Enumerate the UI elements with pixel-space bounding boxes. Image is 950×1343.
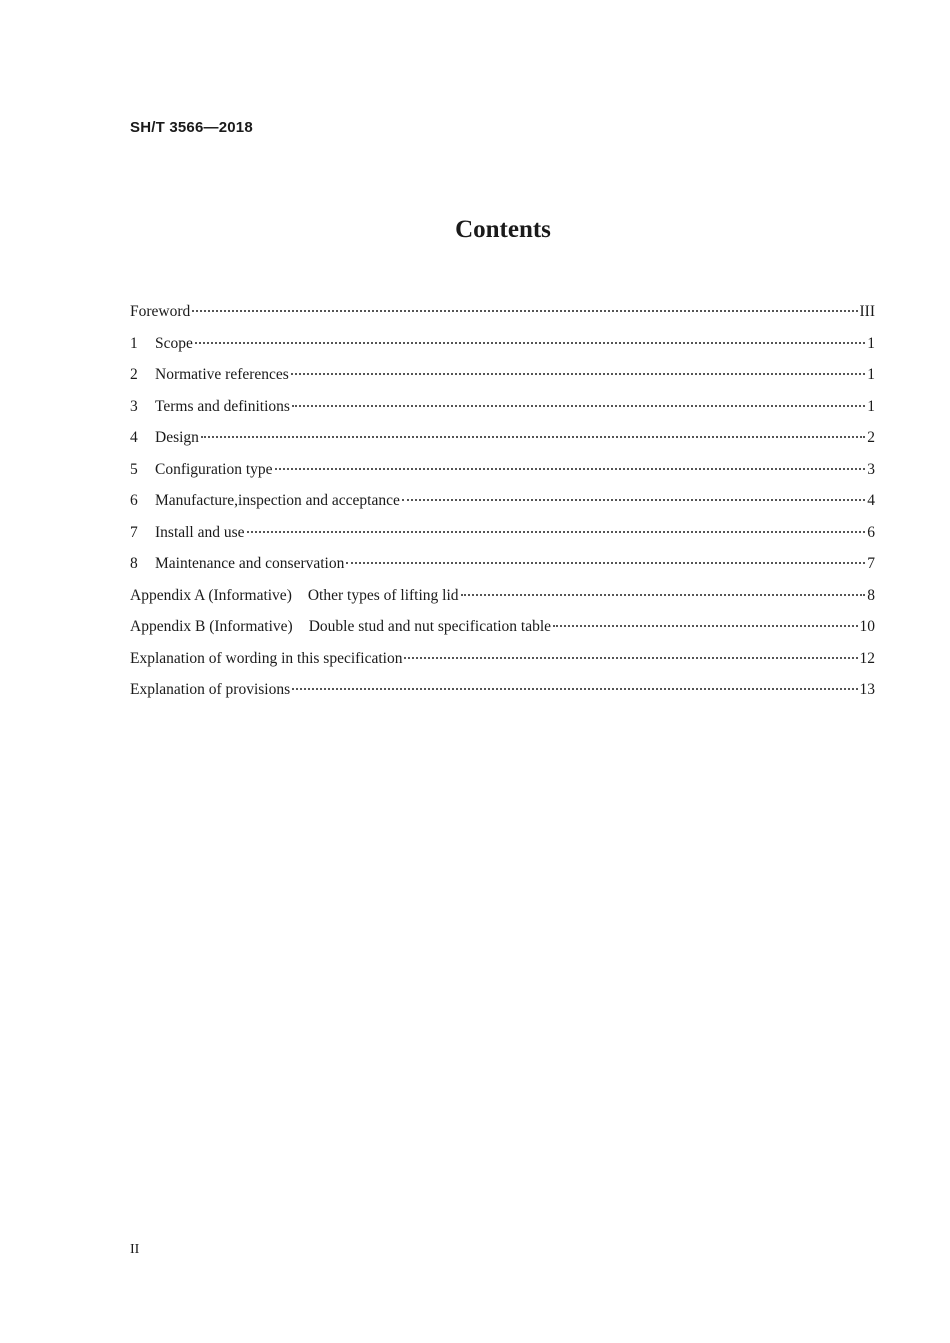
toc-entry-number: 7 — [130, 523, 138, 541]
toc-leader-dots — [201, 436, 865, 438]
toc-leader-dots — [192, 310, 857, 312]
toc-entry-page: 10 — [859, 618, 875, 635]
toc-entry-number: 8 — [130, 555, 138, 572]
toc-entry-explanation-provisions[interactable] — [130, 681, 875, 713]
toc-entry-page: 1 — [867, 334, 875, 352]
toc-leader-dots — [402, 499, 865, 501]
toc-entry-page: 6 — [867, 523, 875, 541]
toc-entry-page: 2 — [867, 429, 875, 446]
toc-entry-label: Explanation of provisions — [130, 681, 291, 698]
toc-entry-page: 8 — [867, 586, 875, 604]
toc-entry-label: Design — [155, 429, 199, 446]
toc-entry-explanation-wording[interactable] — [130, 650, 875, 682]
toc-entry-label: Explanation of wording in this specification — [130, 649, 403, 667]
toc-entry-page: 4 — [867, 492, 875, 509]
toc-entry-label: Install and use — [155, 523, 245, 541]
toc-entry-label: Foreword — [130, 303, 191, 320]
toc-entry-label: Scope — [155, 334, 193, 352]
toc-entry-page: III — [859, 303, 875, 320]
page-number: II — [130, 1242, 140, 1257]
toc-entry-page: 1 — [867, 366, 875, 383]
toc-leader-dots — [291, 373, 865, 375]
toc-entry-foreword[interactable] — [130, 303, 875, 335]
toc-entry-design[interactable] — [130, 429, 875, 461]
page-title: Contents — [455, 216, 551, 243]
toc-leader-dots — [404, 657, 857, 659]
toc-entry-configuration-type[interactable] — [130, 461, 875, 493]
toc-entry-label: Configuration type — [155, 460, 273, 478]
toc-entry-install-use[interactable] — [130, 524, 875, 556]
toc-entry-label: Appendix A (Informative) — [130, 586, 292, 604]
toc-entry-appendix-a[interactable] — [130, 587, 875, 619]
toc-entry-subtitle: Double stud and nut specification table — [308, 618, 552, 635]
toc-leader-dots — [553, 625, 857, 627]
toc-entry-number: 4 — [130, 429, 138, 446]
toc-entry-number: 3 — [130, 397, 138, 415]
toc-entry-appendix-b[interactable] — [130, 618, 875, 650]
toc-entry-number: 5 — [130, 460, 138, 478]
toc-entry-page: 1 — [867, 397, 875, 415]
toc-leader-dots — [292, 405, 865, 407]
toc-entry-label: Maintenance and conservation — [155, 555, 345, 572]
table-of-contents — [130, 303, 875, 713]
toc-entry-page: 13 — [859, 681, 875, 698]
toc-entry-number: 1 — [130, 334, 138, 352]
toc-entry-scope[interactable] — [130, 335, 875, 367]
toc-entry-manufacture[interactable] — [130, 492, 875, 524]
toc-entry-label: Normative references — [155, 366, 289, 383]
toc-entry-subtitle: Other types of lifting lid — [307, 586, 459, 604]
toc-leader-dots — [292, 688, 857, 690]
toc-leader-dots — [247, 531, 866, 533]
toc-entry-label: Manufacture,inspection and acceptance — [155, 492, 400, 509]
toc-entry-page: 12 — [859, 649, 875, 667]
toc-entry-number: 2 — [130, 366, 138, 383]
toc-entry-number: 6 — [130, 492, 138, 509]
toc-entry-terms-definitions[interactable] — [130, 398, 875, 430]
toc-leader-dots — [461, 594, 866, 596]
toc-leader-dots — [275, 468, 866, 470]
toc-leader-dots — [195, 342, 865, 344]
toc-entry-page: 7 — [867, 555, 875, 572]
toc-entry-page: 3 — [867, 460, 875, 478]
toc-leader-dots — [346, 562, 865, 564]
toc-entry-label: Appendix B (Informative) — [130, 618, 293, 635]
toc-entry-maintenance[interactable] — [130, 555, 875, 587]
document-code: SH/T 3566—2018 — [130, 119, 253, 136]
toc-entry-label: Terms and definitions — [155, 397, 290, 415]
toc-entry-normative-references[interactable] — [130, 366, 875, 398]
